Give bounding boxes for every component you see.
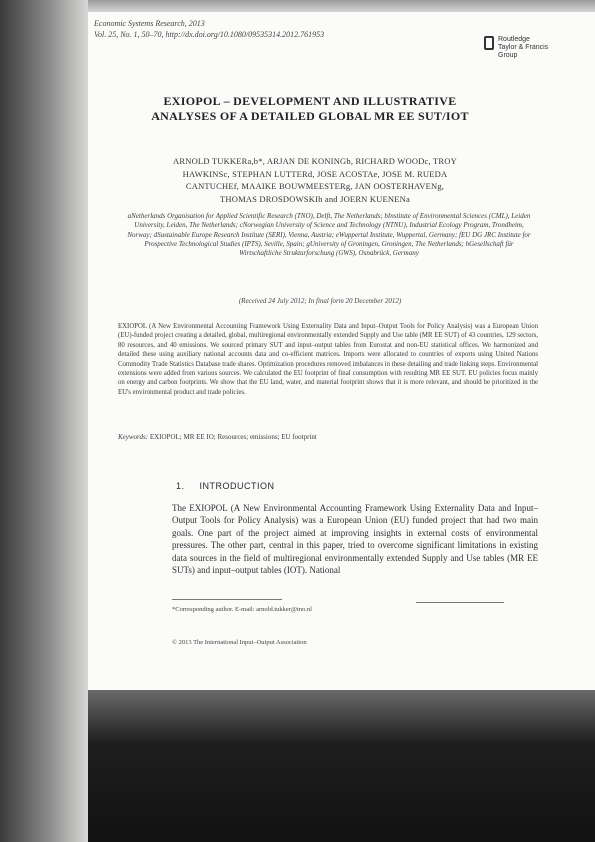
publisher-group: Taylor & Francis Group [498, 44, 549, 59]
keywords-text: EXIOPOL; MR EE IO; Resources; emissions; EU footprint [149, 433, 317, 441]
scan-shadow-left [0, 0, 88, 842]
keywords [118, 433, 538, 441]
copyright: © 2013 The International Input–Output Association [172, 639, 307, 646]
author-list: ARNOLD TUKKERa,b*, ARJAN DE KONINGb, RICHARD WOODc, TROY HAWKINSc, STEPHAN LUTTERd, JOSE ACOSTAe, JOSE M. RUEDA CANTUCHEf, MAAIKE BOUWMEESTERg, JAN OOSTERHAVENg, THOMAS DROSDOWSKIh and JOERN KUENENa [173, 156, 457, 204]
affiliations: aNetherlands Organisation for Applied Scientific Research (TNO), Delft, The Netherlands; bInstitute of Environmental Sciences (CML), Leiden University, Leiden, The Netherlands; cNorwegian University of Science and Technology (NTNU), Industrial Ecology Program, Trondheim, Norway; dSustainable Europe Research Institute (SERI), Vienna, Austria; eWuppertal Institute, Wuppertal, Germany; fEU DG JRC Institute for Prospective Technological Studies (IPTS), Seville, Spain; gUniversity of Groningen, Groningen, The Netherlands; hGesellschaft für Wirtschaftliche Strukturforschung (GWS), Osnabrück, Germany [127, 212, 531, 258]
footnote: *Corresponding author. E-mail: arnold.tukker@tno.nl [172, 606, 312, 613]
scan-shadow-bottom [88, 690, 595, 842]
journal-header [94, 18, 324, 40]
intro-paragraph: The EXIOPOL (A New Environmental Accounting Framework Using Externality Data and Input–Output Tools for Policy Analysis) was a European Union (EU) funded project that had two main goals. One part of the project aimed at improving insights in external costs of environmental pressures. The other part, central in this paper, tried to overcome significant limitations in existing data sources in the field of multiregional environmentally extended Supply and Use tables (MR EE SUTs) and input–output tables (IOT). National [172, 503, 538, 576]
section-heading [176, 481, 275, 491]
journal-name: Economic Systems Research, 2013 [94, 19, 205, 28]
footnote-rule [172, 599, 282, 600]
section-title: INTRODUCTION [199, 481, 275, 491]
received-date: (Received 24 July 2012; In final form 20 December 2012) [238, 297, 402, 305]
footnote-rule-right [416, 602, 504, 603]
journal-volume: Vol. 25, No. 1, 50–70, http://dx.doi.org/10.1080/09535314.2012.761953 [94, 30, 325, 39]
abstract: EXIOPOL (A New Environmental Accounting Framework Using Externality Data and Input–Output Tools for Policy Analysis) was a European Union (EU)-funded project creating a detailed, global, multiregional environmentally extended Supply and Use table (MR EE SUT) of 43 countries, 129 sectors, 80 resources, and 40 emissions. We sourced primary SUT and input–output tables from Eurostat and non-EU statistical offices. We harmonized and detailed these using auxiliary national accounts data and co-efficient matrices. Imports were allocated to countries of exports using United Nations Commodity Trade Statistics Database trade shares. Optimization procedures removed imbalances in these detailing and trade linking steps. Environmental extensions were added from various sources. We calculated the EU footprint of final consumption with resulting MR EE SUT. EU policies focus mainly on energy and carbon footprints. We show that the EU land, water, and material footprint shows that it is more relevant, and should be prioritized in the EU's environmental product and trade policies. [118, 323, 538, 396]
paper-title: EXIOPOL – DEVELOPMENT AND ILLUSTRATIVE ANALYSES OF A DETAILED GLOBAL MR EE SUT/IOT [151, 94, 469, 123]
publisher-logo [484, 36, 564, 59]
keywords-label: Keywords: [118, 433, 149, 441]
section-number: 1. [176, 481, 185, 491]
publisher-name: Routledge [498, 36, 530, 43]
routledge-logo-icon [484, 36, 494, 50]
